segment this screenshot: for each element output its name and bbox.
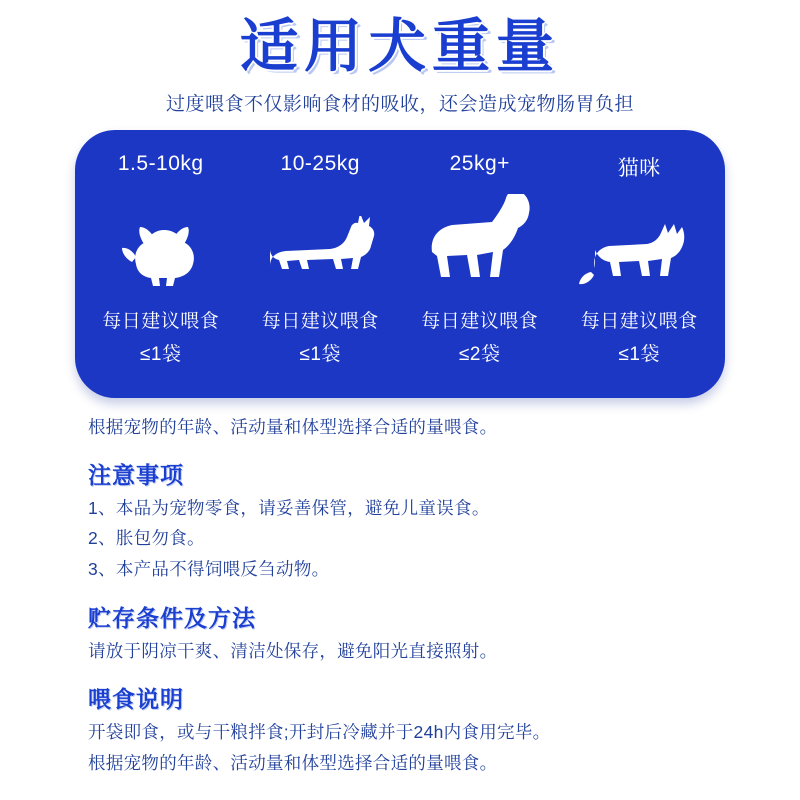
feed-label: 每日建议喂食 (580, 310, 698, 332)
large-dog-icon (410, 182, 550, 294)
section-line: 1、本品为宠物零食，请妥善保管，避免儿童误食。 (88, 497, 490, 518)
feeding-column-cat (560, 130, 720, 398)
feeding-column-medium-dog (241, 130, 401, 398)
weight-label: 10-25kg (280, 151, 360, 175)
section-line: 开袋即食，或与干粮拌食;开封后冷藏并于24h内食用完毕。 (88, 722, 551, 743)
feed-label: 每日建议喂食 (102, 310, 220, 332)
feeding-column-small-dog (81, 130, 241, 398)
page-header (0, 0, 800, 116)
feed-label: 每日建议喂食 (261, 310, 379, 332)
section-title: 贮存条件及方法 (88, 604, 256, 631)
feeding-note: 根据宠物的年龄、活动量和体型选择合适的量喂食。 (88, 416, 498, 437)
section-storage (88, 600, 712, 664)
feeding-column-large-dog (400, 130, 560, 398)
section-line: 根据宠物的年龄、活动量和体型选择合适的量喂食。 (88, 752, 498, 773)
body-content (0, 414, 800, 776)
section-precautions (88, 457, 712, 582)
section-title: 注意事项 (88, 461, 184, 488)
weight-label: 猫咪 (617, 156, 661, 180)
page-subtitle: 过度喂食不仅影响食材的吸收，还会造成宠物肠胃负担 (165, 93, 634, 115)
cat-icon (577, 182, 702, 294)
feeding-guide-card (75, 130, 725, 398)
section-feeding-instructions (88, 681, 712, 775)
section-line: 2、胀包勿食。 (88, 528, 205, 549)
small-dog-icon (106, 182, 216, 294)
weight-label: 1.5-10kg (117, 151, 204, 175)
feed-amount: ≤2袋 (459, 343, 501, 365)
feed-amount: ≤1袋 (299, 343, 341, 365)
feed-amount: ≤1袋 (140, 343, 182, 365)
weight-label: 25kg+ (449, 151, 510, 175)
feed-label: 每日建议喂食 (421, 310, 539, 332)
section-title: 喂食说明 (88, 686, 184, 713)
feed-amount: ≤1袋 (618, 343, 660, 365)
page-title: 适用犬重量 (239, 14, 560, 79)
section-line: 3、本产品不得饲喂反刍动物。 (88, 558, 330, 579)
medium-dog-icon (258, 182, 383, 294)
section-line: 请放于阴凉干爽、清洁处保存，避免阳光直接照射。 (88, 640, 498, 661)
